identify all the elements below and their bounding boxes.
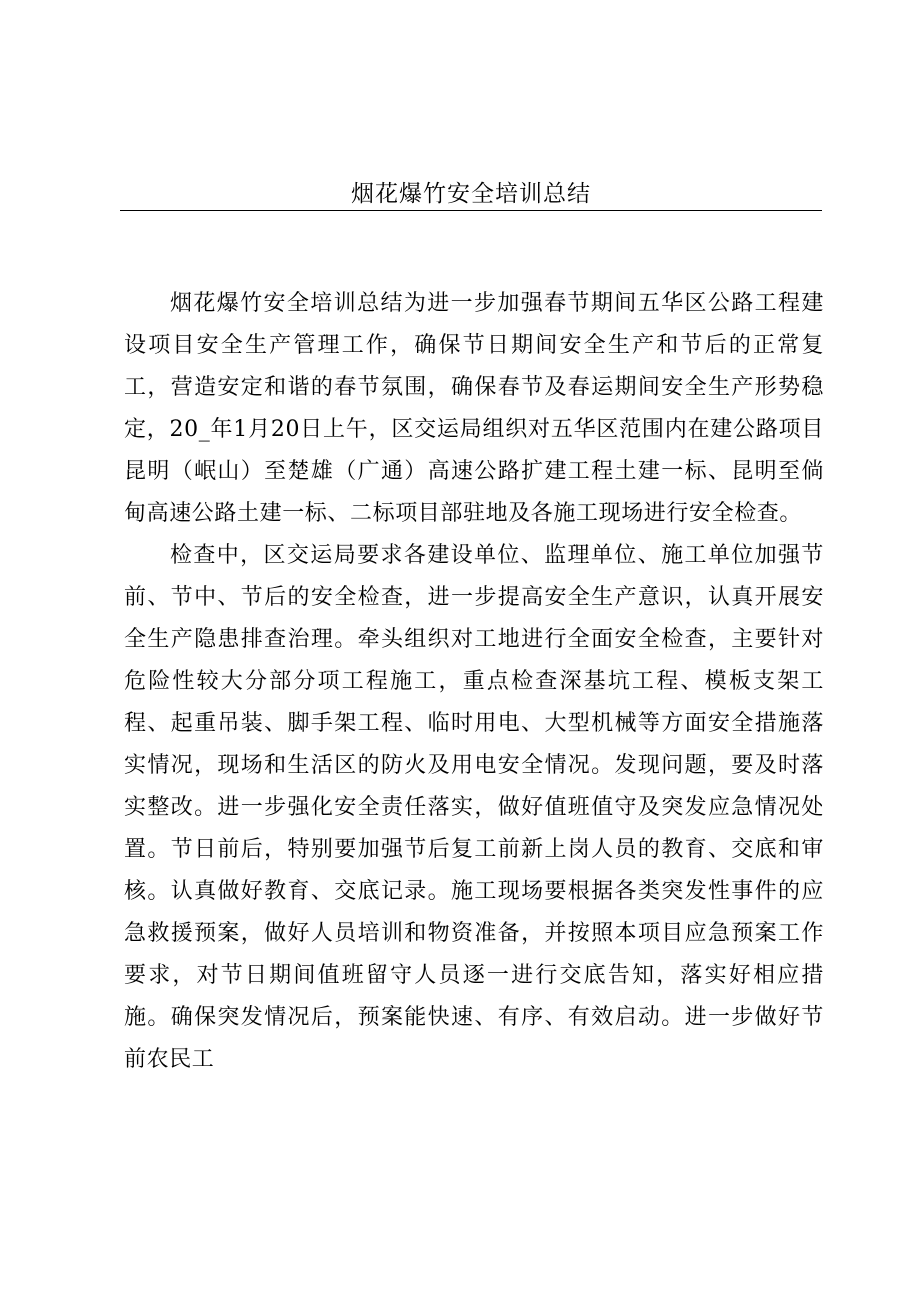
document-title: 烟花爆竹安全培训总结 <box>351 181 591 207</box>
paragraph-2: 检查中，区交运局要求各建设单位、监理单位、施工单位加强节前、节中、节后的安全检查，进一步提高安全生产意识，认真开展安全生产隐患排查治理。牵头组织对工地进行全面安全检查，主要针对危险性较大分部分项工程施工，重点检查深基坑工程、模板支架工程、起重吊装、脚手架工程、临时用电、大型机械等方面安全措施落实情况，现场和生活区的防火及用电安全情况。发现问题，要及时落实整改。进一步强化安全责任落实，做好值班值守及突发应急情况处置。节日前后，特别要加强节后复工前新上岗人员的教育、交底和审核。认真做好教育、交底记录。施工现场要根据各类突发性事件的应急救援预案，做好人员培训和物资准备，并按照本项目应急预案工作要求，对节日期间值班留守人员逐一进行交底告知，落实好相应措施。确保突发情况后，预案能快速、有序、有效启动。进一步做好节前农民工 <box>124 543 824 1072</box>
title-underline <box>120 210 822 211</box>
document-body <box>124 283 824 1081</box>
paragraph-1: 烟花爆竹安全培训总结为进一步加强春节期间五华区公路工程建设项目安全生产管理工作，确保节日期间安全生产和节后的正常复工，营造安定和谐的春节氛围，确保春节及春运期间安全生产形势稳定，20_年1月20日上午，区交运局组织对五华区范围内在建公路项目昆明（岷山）至楚雄（广通）高速公路扩建工程土建一标、昆明至倘甸高速公路土建一标、二标项目部驻地及各施工现场进行安全检查。 <box>124 291 824 526</box>
